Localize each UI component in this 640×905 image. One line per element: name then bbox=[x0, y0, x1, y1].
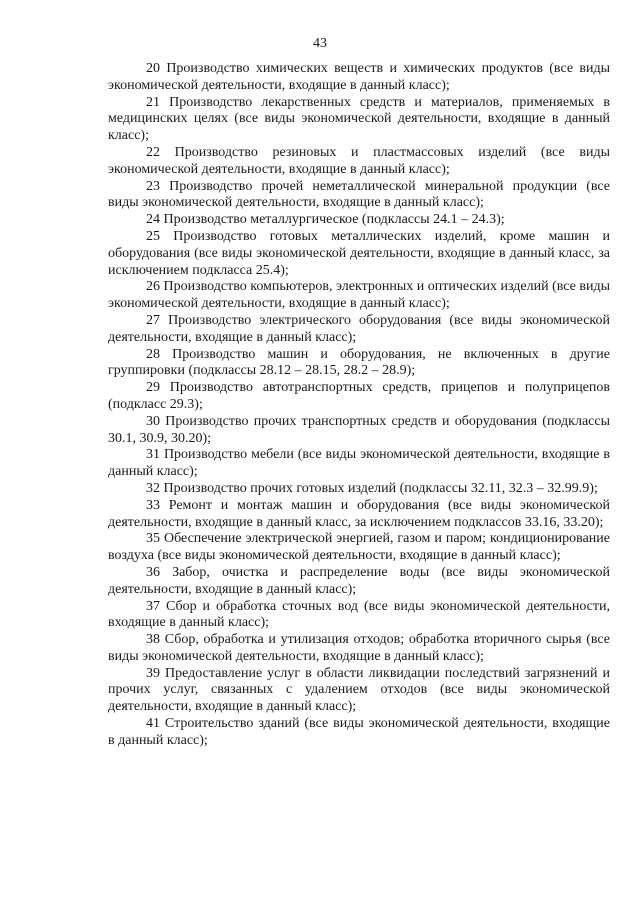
list-item: 23 Производство прочей неметаллической минеральной продукции (все виды экономической деятельности, входящие в данный класс); bbox=[108, 178, 610, 211]
list-item: 28 Производство машин и оборудования, не включенных в другие группировки (подклассы 28.12 – 28.15, 28.2 – 28.9); bbox=[108, 346, 610, 379]
list-item: 35 Обеспечение электрической энергией, газом и паром; кондиционирование воздуха (все виды экономической деятельности, входящие в данный класс); bbox=[108, 531, 610, 564]
list-item: 37 Сбор и обработка сточных вод (все виды экономической деятельности, входящие в данный класс); bbox=[108, 598, 610, 631]
list-item: 24 Производство металлургическое (подклассы 24.1 – 24.3); bbox=[146, 212, 505, 228]
list-item: 39 Предоставление услуг в области ликвидации последствий загрязнений и прочих услуг, связанных с удалением отходов (все виды экономической деятельности, входящие в данный класс); bbox=[108, 665, 610, 715]
list-item: 26 Производство компьютеров, электронных и оптических изделий (все виды экономической деятельности, входящие в данный класс); bbox=[108, 279, 610, 312]
list-item: 27 Производство электрического оборудования (все виды экономической деятельности, входящие в данный класс); bbox=[108, 312, 610, 345]
list-item: 38 Сбор, обработка и утилизация отходов; обработка вторичного сырья (все виды экономической деятельности, входящие в данный класс); bbox=[108, 632, 610, 664]
list-item: 21 Производство лекарственных средств и материалов, применяемых в медицинских целях (все виды экономической деятельности, входящие в данный класс); bbox=[108, 94, 610, 144]
list-item: 29 Производство автотранспортных средств, прицепов и полуприцепов (подкласс 29.3); bbox=[108, 380, 610, 412]
list-item: 41 Строительство зданий (все виды экономической деятельности, входящие в данный класс); bbox=[108, 716, 610, 748]
list-item: 22 Производство резиновых и пластмассовых изделий (все виды экономической деятельности, входящие в данный класс); bbox=[108, 144, 610, 177]
list-item: 30 Производство прочих транспортных средств и оборудования (подклассы 30.1, 30.9, 30.20); bbox=[108, 413, 610, 446]
list-item: 36 Забор, очистка и распределение воды (все виды экономической деятельности, входящие в данный класс); bbox=[108, 564, 610, 597]
list-item: 25 Производство готовых металлических изделий, кроме машин и оборудования (все виды экономической деятельности, входящие в данный класс, за исключением подкласса 25.4); bbox=[108, 228, 610, 278]
list-item: 31 Производство мебели (все виды экономической деятельности, входящие в данный класс); bbox=[108, 447, 610, 480]
list-item: 32 Производство прочих готовых изделий (подклассы 32.11, 32.3 – 32.99.9); bbox=[146, 480, 598, 496]
list-item: 33 Ремонт и монтаж машин и оборудования (все виды экономической деятельности, входящие в данный класс, за исключением подклассов 33.16, 33.20); bbox=[108, 497, 610, 530]
document-body bbox=[108, 61, 610, 750]
page-number: 43 bbox=[313, 36, 327, 51]
list-item: 20 Производство химических веществ и химических продуктов (все виды экономической деятельности, входящие в данный класс); bbox=[108, 61, 610, 93]
